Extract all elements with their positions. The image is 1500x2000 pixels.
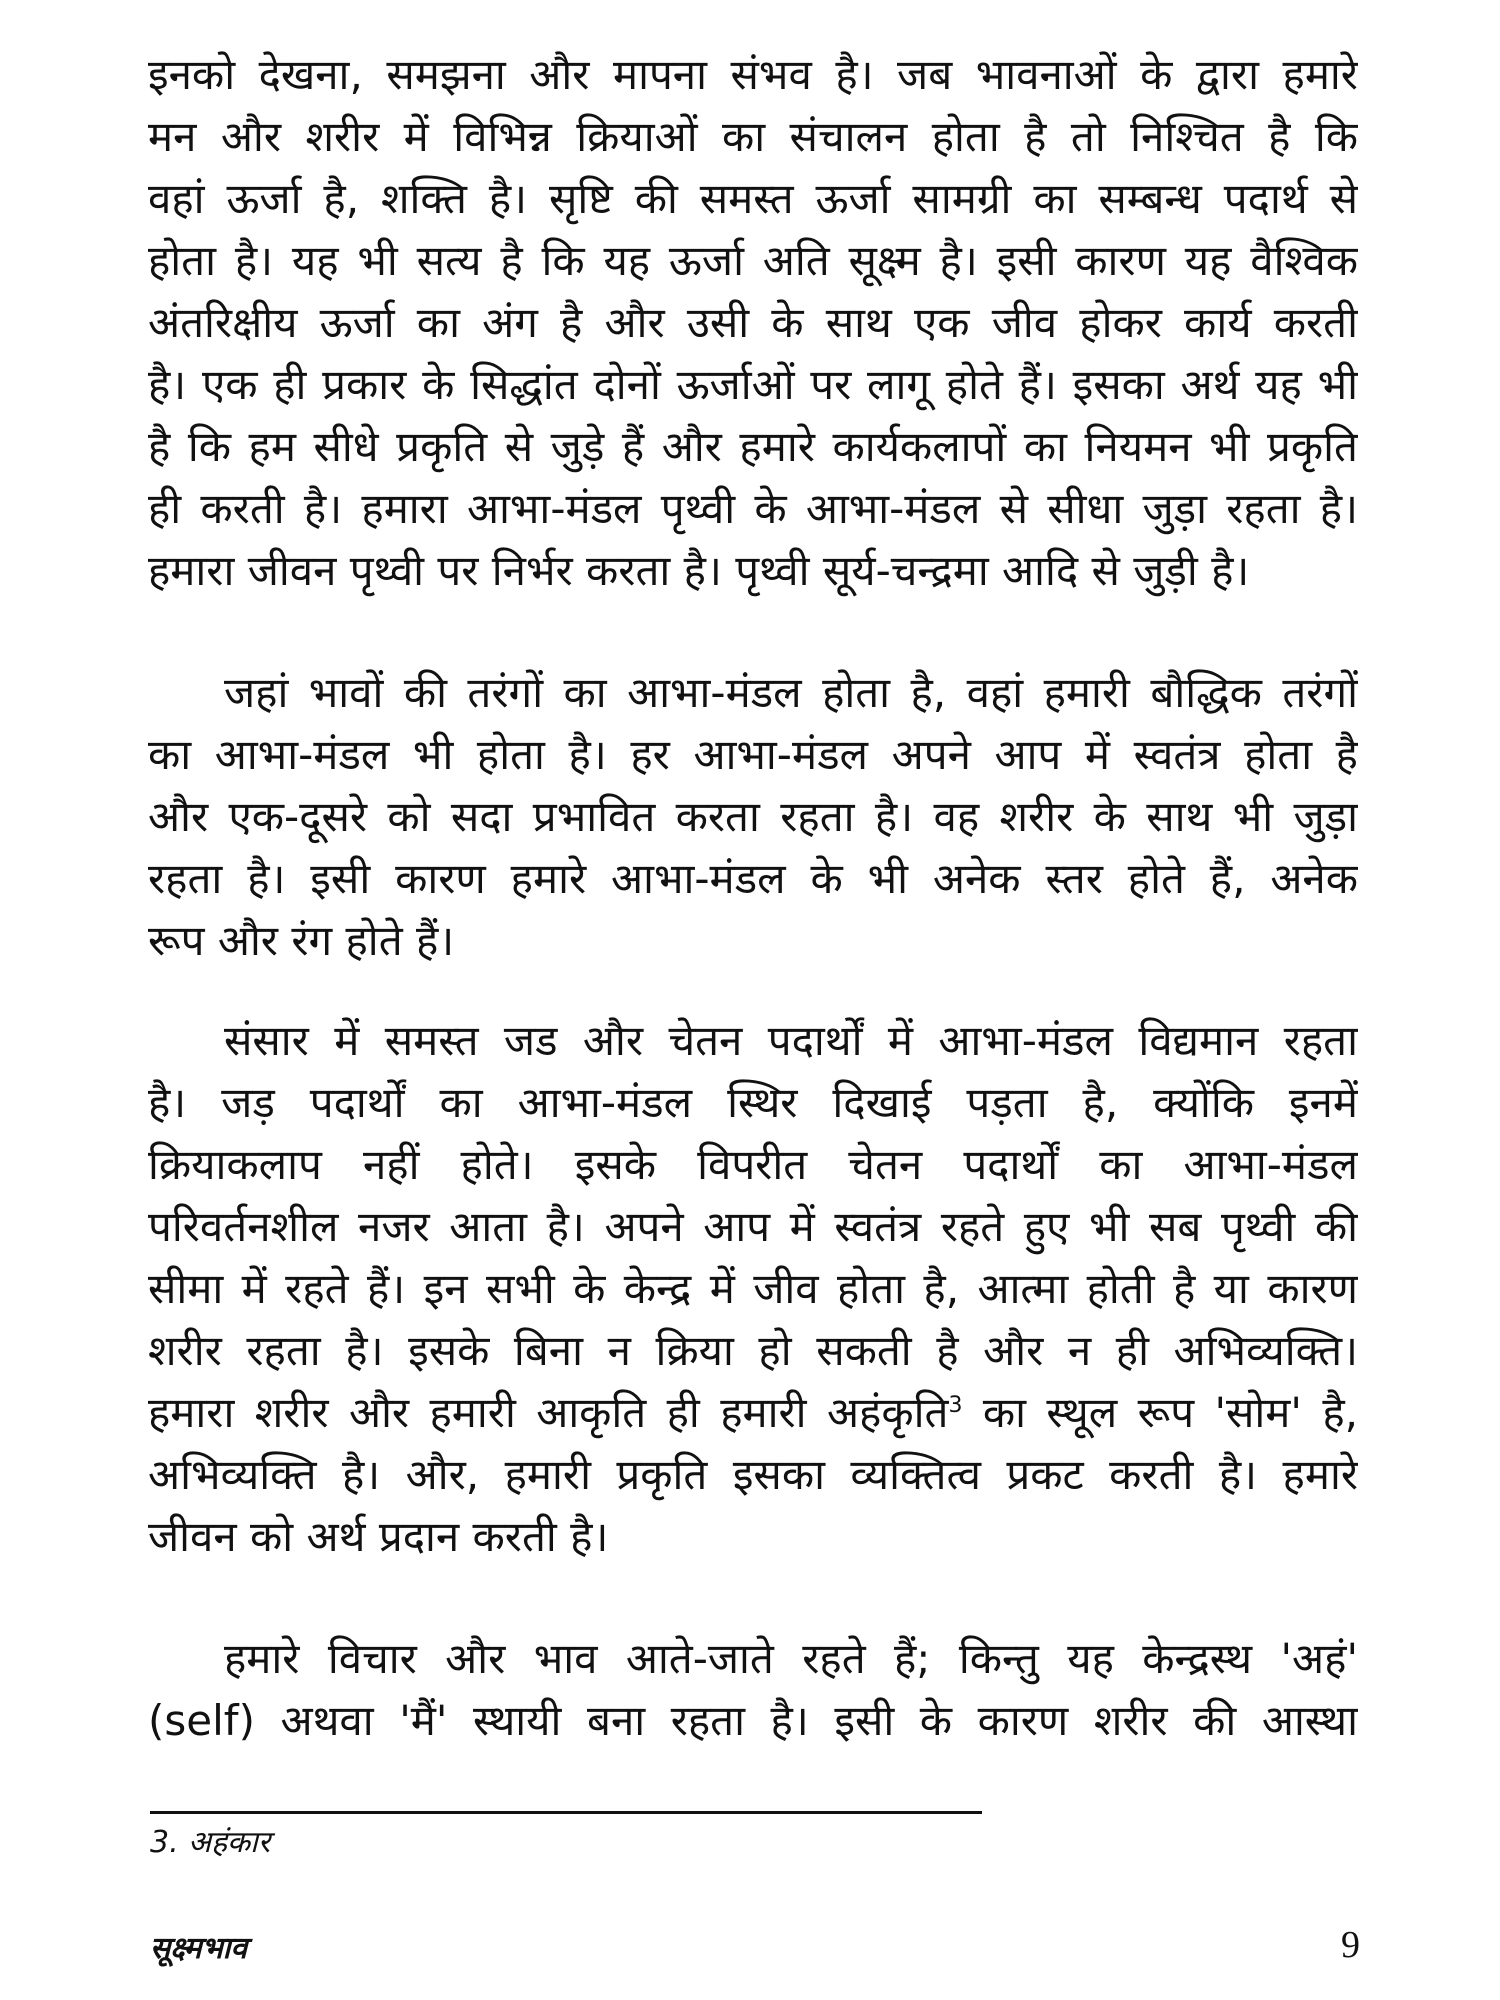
- text-line: हमारे विचार और भाव आते-जाते रहते हैं; किन्तु यह केन्द्रस्थ 'अहं': [224, 1634, 1358, 1683]
- text-line: (self) अथवा 'मैं' स्थायी बना रहता है। इसी के कारण शरीर की आस्था: [148, 1696, 1358, 1745]
- text-line: रूप और रंग होते हैं।: [148, 916, 455, 965]
- paragraph-4: [148, 1628, 1358, 1752]
- page-number: 9: [1341, 1924, 1360, 1966]
- text-segment: हमारा शरीर और हमारी आकृति ही हमारी अहंकृति: [148, 1388, 949, 1437]
- text-line: है। एक ही प्रकार के सिद्धांत दोनों ऊर्जाओं पर लागू होते हैं। इसका अर्थ यह भी: [148, 360, 1358, 409]
- text-line: मन और शरीर में विभिन्न क्रियाओं का संचालन होता है तो निश्चित है कि: [148, 112, 1358, 161]
- text-line: परिवर्तनशील नजर आता है। अपने आप में स्वतंत्र रहते हुए भी सब पृथ्वी की: [148, 1202, 1358, 1251]
- text-line: हमारा जीवन पृथ्वी पर निर्भर करता है। पृथ्वी सूर्य-चन्द्रमा आदि से जुड़ी है।: [148, 546, 1250, 595]
- text-line: ही करती है। हमारा आभा-मंडल पृथ्वी के आभा-मंडल से सीधा जुड़ा रहता है।: [148, 484, 1358, 533]
- text-line: वहां ऊर्जा है, शक्ति है। सृष्टि की समस्त ऊर्जा सामग्री का सम्बन्ध पदार्थ से: [148, 174, 1358, 223]
- footnote: 3. अहंकार: [150, 1825, 271, 1860]
- text-line: और एक-दूसरे को सदा प्रभावित करता रहता है। वह शरीर के साथ भी जुड़ा: [148, 792, 1358, 841]
- text-line: रहता है। इसी कारण हमारे आभा-मंडल के भी अनेक स्तर होते हैं, अनेक: [148, 854, 1358, 903]
- text-line: संसार में समस्त जड और चेतन पदार्थों में आभा-मंडल विद्यमान रहता: [224, 1016, 1358, 1065]
- text-line: सीमा में रहते हैं। इन सभी के केन्द्र में जीव होता है, आत्मा होती है या कारण: [148, 1264, 1358, 1313]
- text-line: अभिव्यक्ति है। और, हमारी प्रकृति इसका व्यक्तित्व प्रकट करती है। हमारे: [148, 1450, 1358, 1499]
- paragraph-1: [148, 44, 1358, 602]
- paragraph-2: [148, 662, 1358, 972]
- text-line: का आभा-मंडल भी होता है। हर आभा-मंडल अपने आप में स्वतंत्र होता है: [148, 730, 1358, 779]
- footnote-reference: 3: [948, 1393, 963, 1418]
- text-line: होता है। यह भी सत्य है कि यह ऊर्जा अति सूक्ष्म है। इसी कारण यह वैश्विक: [148, 236, 1358, 285]
- text-line: इनको देखना, समझना और मापना संभव है। जब भावनाओं के द्वारा हमारे: [148, 50, 1358, 99]
- text-line-with-footnote-ref: [148, 1382, 1358, 1444]
- running-title: सूक्ष्मभाव: [150, 1931, 248, 1966]
- text-segment: का स्थूल रूप 'सोम' है,: [962, 1388, 1358, 1437]
- text-line: है कि हम सीधे प्रकृति से जुड़े हैं और हमारे कार्यकलापों का नियमन भी प्रकृति: [148, 422, 1358, 471]
- text-line: जहां भावों की तरंगों का आभा-मंडल होता है, वहां हमारी बौद्धिक तरंगों: [224, 668, 1358, 717]
- text-line: शरीर रहता है। इसके बिना न क्रिया हो सकती है और न ही अभिव्यक्ति।: [148, 1326, 1358, 1375]
- paragraph-3: [148, 1010, 1358, 1568]
- text-line: जीवन को अर्थ प्रदान करती है।: [148, 1512, 609, 1561]
- text-line: अंतरिक्षीय ऊर्जा का अंग है और उसी के साथ एक जीव होकर कार्य करती: [148, 298, 1358, 347]
- text-line: क्रियाकलाप नहीं होते। इसके विपरीत चेतन पदार्थों का आभा-मंडल: [148, 1140, 1358, 1189]
- footnote-divider: [150, 1811, 982, 1814]
- text-line: है। जड़ पदार्थों का आभा-मंडल स्थिर दिखाई पड़ता है, क्योंकि इनमें: [148, 1078, 1358, 1127]
